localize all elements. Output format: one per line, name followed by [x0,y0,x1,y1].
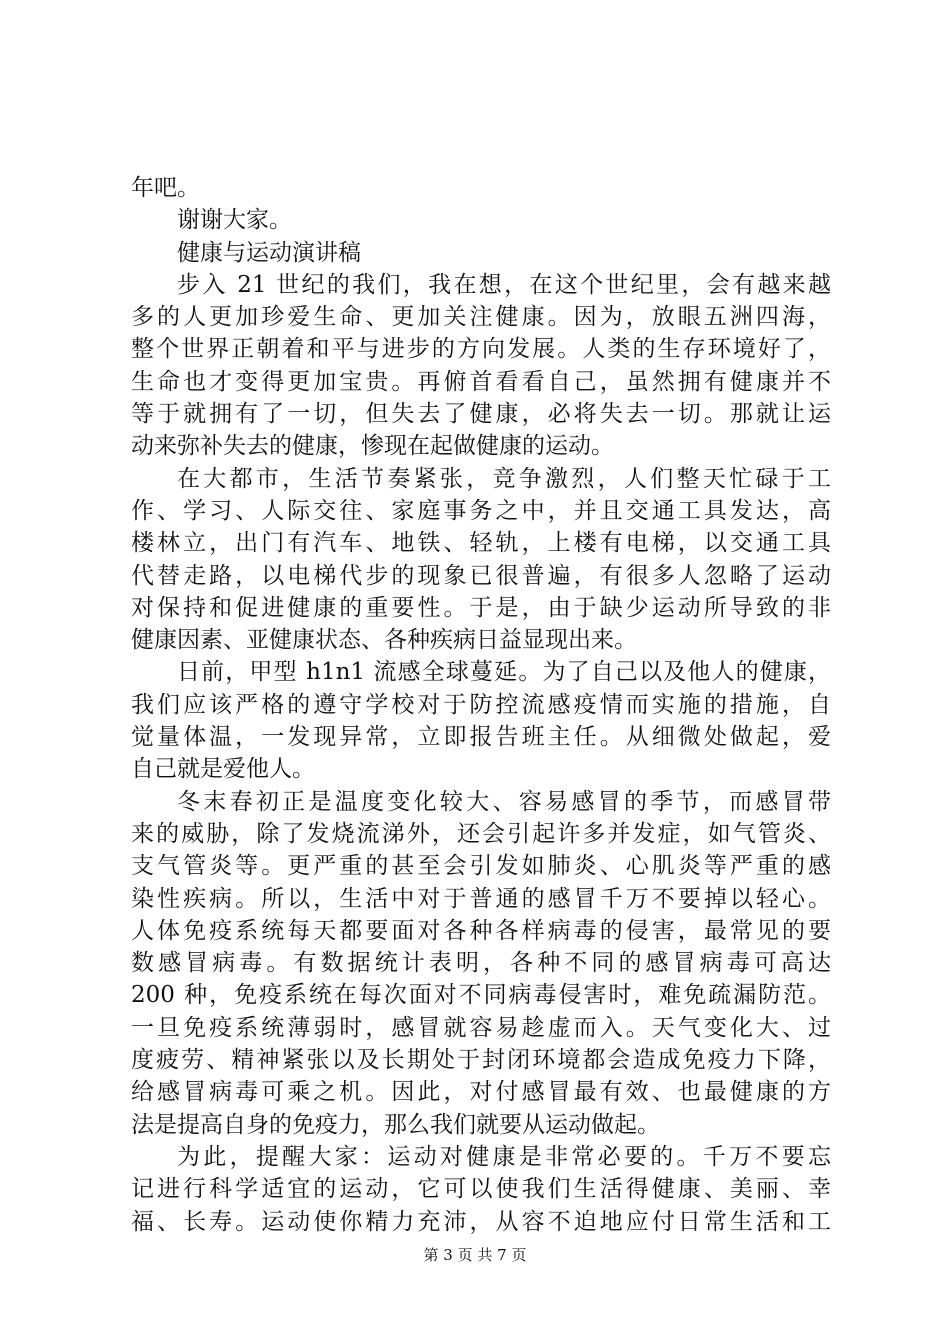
text-line: 福、长寿。运动使你精力充沛，从容不迫地应付日常生活和工 [131,1208,831,1235]
text-line: 整个世界正朝着和平与进步的方向发展。人类的生存环境好了， [131,336,831,363]
text-line: 等于就拥有了一切，但失去了健康，必将失去一切。那就让运 [131,401,831,428]
text-line: 健康与运动演讲稿 [177,239,361,266]
text-line: 健康因素、亚健康状态、各种疾病日益显现出来。 [131,627,637,654]
text-line: 觉量体温，一发现异常，立即报告班主任。从细微处做起，爱 [131,724,831,751]
text-line: 数感冒病毒。有数据统计表明，各种不同的感冒病毒可高达 [131,950,831,977]
text-line: 为此，提醒大家：运动对健康是非常必要的。千万不要忘 [177,1143,831,1170]
text-line: 谢谢大家。 [177,207,292,234]
text-line: 来的威胁，除了发烧流涕外，还会引起许多并发症，如气管炎、 [131,820,831,847]
text-line: 年吧。 [131,175,200,201]
text-line: 200 种，免疫系统在每次面对不同病毒侵害时，难免疏漏防范。 [131,982,831,1009]
text-line: 人体免疫系统每天都要面对各种各样病毒的侵害，最常见的要 [131,917,831,944]
text-line: 度疲劳、精神紧张以及长期处于封闭环境都会造成免疫力下降， [131,1047,831,1074]
text-line: 染性疾病。所以，生活中对于普通的感冒千万不要掉以轻心。 [131,885,831,912]
text-line: 自己就是爱他人。 [131,756,315,783]
text-line: 代替走路，以电梯代步的现象已很普遍，有很多人忽略了运动 [131,562,831,589]
text-line: 动来弥补失去的健康，惨现在起做健康的运动。 [131,433,614,460]
text-line: 冬末春初正是温度变化较大、容易感冒的季节，而感冒带 [177,788,831,815]
text-line: 给感冒病毒可乘之机。因此，对付感冒最有效、也最健康的方 [131,1079,831,1106]
text-line: 作、学习、人际交往、家庭事务之中，并且交通工具发达，高 [131,497,831,524]
text-line: 生命也才变得更加宝贵。再俯首看看自己，虽然拥有健康并不 [131,368,831,395]
document-body [131,172,831,1238]
text-line: 步入 21 世纪的我们，我在想，在这个世纪里，会有越来越 [177,271,831,298]
text-line: 楼林立，出门有汽车、地铁、轻轨，上楼有电梯，以交通工具 [131,530,831,557]
page-number-footer: 第 3 页 共 7 页 [423,1246,527,1264]
text-line: 法是提高自身的免疫力，那么我们就要从运动做起。 [131,1111,660,1138]
text-line: 一旦免疫系统薄弱时，感冒就容易趁虚而入。天气变化大、过 [131,1014,831,1041]
text-line: 在大都市，生活节奏紧张，竞争激烈，人们整天忙碌于工 [177,465,831,492]
text-line: 多的人更加珍爱生命、更加关注健康。因为，放眼五洲四海， [131,304,831,331]
text-line: 我们应该严格的遵守学校对于防控流感疫情而实施的措施，自 [131,691,831,718]
text-line: 对保持和促进健康的重要性。于是，由于缺少运动所导致的非 [131,594,831,621]
text-line: 支气管炎等。更严重的甚至会引发如肺炎、心肌炎等严重的感 [131,853,831,880]
text-line: 日前，甲型 h1n1 流感全球蔓延。为了自己以及他人的健康， [177,659,831,686]
text-line: 记进行科学适宜的运动，它可以使我们生活得健康、美丽、幸 [131,1176,831,1203]
